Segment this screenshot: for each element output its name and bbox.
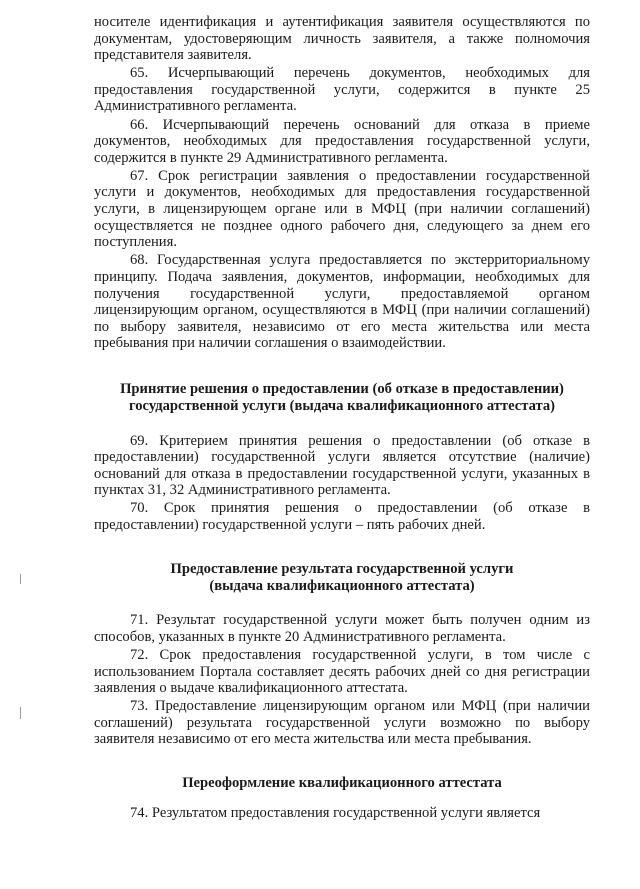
paragraph-73: 73. Предоставление лицензирующим органом или МФЦ (при наличии соглашений) результата государственной услуги возможно по выбору заявителя независимо от его места жительства или места пребывания. [94,698,590,748]
paragraph-intro: носителе идентификация и аутентификация заявителя осуществляются по документам, удостоверяющим личность заявителя, а также полномочия представителя заявителя. [94,14,590,64]
paragraph-70: 70. Срок принятия решения о предоставлении (об отказе в предоставлении) государственной услуги – пять рабочих дней. [94,500,590,534]
document-body [94,14,590,823]
paragraph-69: 69. Критерием принятия решения о предоставлении (об отказе в предоставлении) государственной услуги является отсутствие (наличие) оснований для отказа в предоставлении государственной услуги, указанных в пунктах 31, 32 Административного регламента. [94,432,590,499]
section-heading-decision [94,381,590,414]
paragraph-65: 65. Исчерпывающий перечень документов, необходимых для предоставления государственной услуги, содержится в пункте 25 Административного регламента. [94,65,590,115]
paragraph-74: 74. Результатом предоставления государственной услуги является [130,805,541,822]
paragraph-72: 72. Срок предоставления государственной услуги, в том числе с использованием Портала составляет десять рабочих дней со дня регистрации заявления о выдаче квалификационного аттестата. [94,647,590,697]
section-heading-reissue: Переоформление квалификационного аттестата [182,774,502,791]
paragraph-66: 66. Исчерпывающий перечень оснований для отказа в приеме документов, необходимых для предоставления государственной услуги, содержится в пункте 29 Административного регламента. [94,116,590,166]
section-heading-result [94,561,590,594]
section-heading-result-line1: Предоставление результата государственной услуги [170,561,514,578]
scan-margin-mark-lower [20,707,21,719]
section-heading-decision-line1: Принятие решения о предоставлении (об отказе в предоставлении) [120,381,564,398]
paragraph-71: 71. Результат государственной услуги может быть получен одним из способов, указанных в пункте 20 Административного регламента. [94,612,590,645]
section-heading-result-line2: (выдача квалификационного аттестата) [209,577,475,594]
scan-margin-mark-upper [20,574,21,584]
section-heading-decision-line2: государственной услуги (выдача квалификационного аттестата) [129,397,555,414]
paragraph-67: 67. Срок регистрации заявления о предоставлении государственной услуги и документов, необходимых для предоставления государственной услуги, в лицензирующем органе или в МФЦ (при наличии соглашений) осуществляется не позднее одного рабочего дня, следующего за днем его поступления. [94,167,590,251]
paragraph-68: 68. Государственная услуга предоставляется по экстерриториальному принципу. Подача заявления, документов, информации, необходимых для получения государственной услуги, предоставляемой органом лицензирующим органом, осуществляются в МФЦ (при наличии соглашений) по выбору заявителя, независимо от его места жительства или места пребывания при наличии соглашения о взаимодействии. [94,252,590,352]
